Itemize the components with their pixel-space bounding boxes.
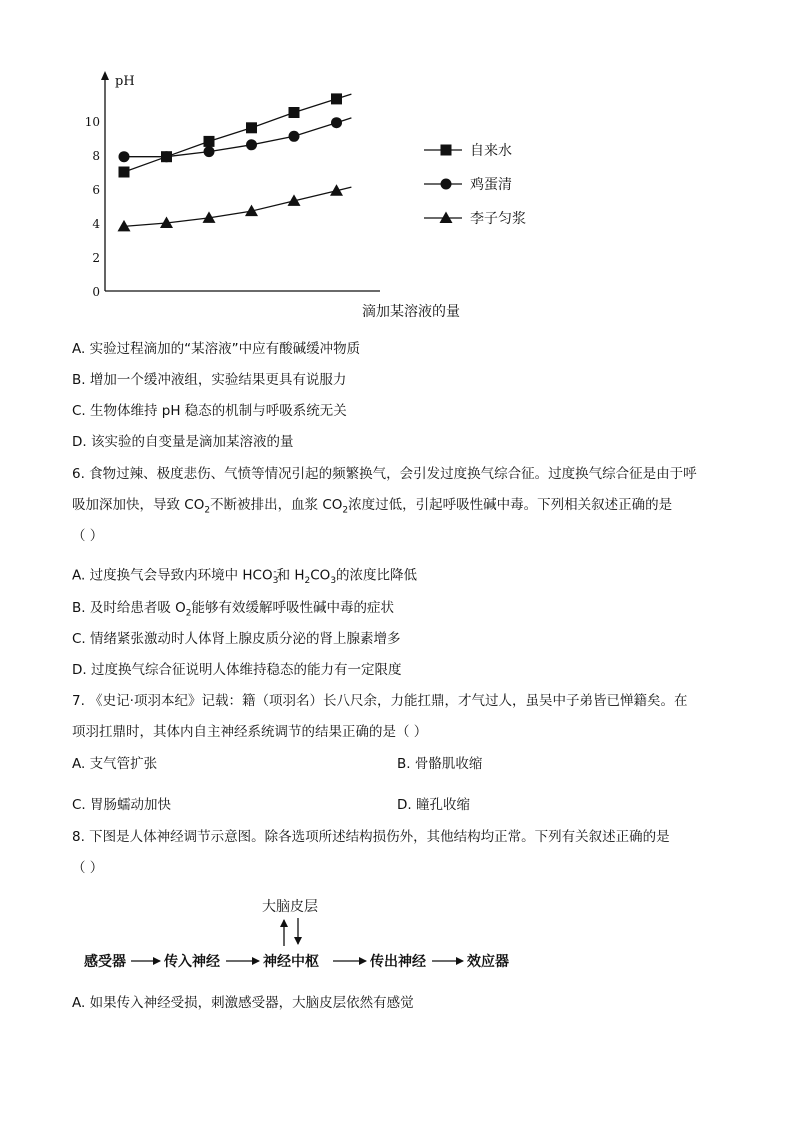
data-point-square [119, 167, 130, 178]
legend-marker-triangle [440, 212, 453, 224]
q8-option-a: A. 如果传入神经受损，刺激感受器，大脑皮层依然有感觉 [72, 995, 414, 1011]
data-point-square [331, 93, 342, 104]
subscript: 2 [304, 576, 311, 587]
q7-option-d: D. 瞳孔收缩 [397, 797, 470, 813]
data-point-circle [204, 146, 215, 157]
q6-option-c: C. 情绪紧张激动时人体肾上腺皮质分泌的肾上腺素增多 [72, 631, 401, 647]
q8-stem-line1: 8. 下图是人体神经调节示意图。除各选项所述结构损伤外，其他结构均正常。下列有关叙述正确的是 [72, 829, 670, 845]
data-point-circle [119, 151, 130, 162]
q6-a-part4: 的浓度比降低 [336, 567, 418, 584]
q6-a-part1: A. 过度换气会导致内环境中 HCO [72, 567, 273, 584]
data-point-circle [161, 151, 172, 162]
data-point-square [204, 136, 215, 147]
q7-stem-line1: 7. 《史记·项羽本纪》记载：籍（项羽名）长八尺余，力能扛鼎，才气过人，虽吴中子弟皆已惮籍矣。在 [72, 693, 688, 709]
chart-axes [85, 71, 460, 320]
data-point-square [246, 122, 257, 133]
q6-b-part1: B. 及时给患者吸 O [72, 600, 186, 616]
series-line-0 [124, 94, 351, 172]
q7-option-a: A. 支气管扩张 [72, 756, 158, 772]
legend-label-2: 李子匀浆 [470, 211, 526, 227]
chart-legend [424, 142, 526, 227]
q7-option-c: C. 胃肠蠕动加快 [72, 797, 172, 813]
q6-a-part2: 和 H [276, 567, 305, 584]
diagram-node-afferent: 传入神经 [164, 954, 220, 970]
y-tick-label: 2 [92, 251, 100, 265]
subscript: 2 [342, 505, 349, 516]
q8-paren: （ ） [72, 860, 104, 876]
q5-option-d: D. 该实验的自变量是滴加某溶液的量 [72, 434, 294, 450]
y-tick-label: 6 [92, 183, 100, 197]
diagram-node-center: 神经中枢 [263, 954, 319, 970]
diagram-node-effector: 效应器 [467, 954, 509, 970]
legend-label-1: 鸡蛋清 [470, 177, 512, 193]
q6-option-d: D. 过度换气综合征说明人体维持稳态的能力有一定限度 [72, 662, 402, 678]
diagram-node-efferent: 传出神经 [370, 954, 426, 970]
legend-marker-circle [441, 179, 452, 190]
y-tick-label: 8 [92, 149, 100, 163]
subscript: 3 [272, 576, 279, 587]
q5-option-b: B. 增加一个缓冲液组，实验结果更具有说服力 [72, 372, 347, 388]
q7-option-b: B. 骨骼肌收缩 [397, 756, 483, 772]
subscript: 2 [204, 505, 211, 516]
data-point-circle [289, 131, 300, 142]
q6-paren: （ ） [72, 528, 104, 544]
q6-stem-part1: 吸加深加快，导致 CO [72, 497, 205, 513]
q6-a-part3: CO [310, 567, 331, 584]
q6-stem-line2 [72, 496, 672, 520]
series-line-2 [124, 187, 351, 226]
x-axis-label: 滴加某溶液的量 [362, 304, 460, 320]
q7-stem-line2: 项羽扛鼎时，其体内自主神经系统调节的结果正确的是（ ） [72, 724, 428, 740]
diagram-node-receptor: 感受器 [84, 954, 126, 970]
y-tick-label: 0 [92, 285, 100, 299]
series-line-1 [124, 118, 351, 157]
q6-option-b [72, 599, 394, 623]
data-point-circle [331, 117, 342, 128]
q6-stem-line1: 6. 食物过辣、极度悲伤、气愤等情况引起的频繁换气，会引发过度换气综合征。过度换气综合征是由于呼 [72, 466, 697, 482]
y-axis-label: pH [115, 74, 135, 89]
y-tick-label: 4 [92, 217, 100, 231]
q6-stem-part3: 浓度过低，引起呼吸性碱中毒。下列相关叙述正确的是 [348, 497, 673, 513]
diagram-cerebral-cortex: 大脑皮层 [262, 899, 318, 915]
y-axis-arrow [101, 71, 109, 80]
q6-option-a [72, 563, 417, 590]
ph-line-chart [0, 0, 560, 330]
data-point-square [289, 107, 300, 118]
q6-b-part2: 能够有效缓解呼吸性碱中毒的症状 [191, 600, 394, 616]
q5-option-c: C. 生物体维持 pH 稳态的机制与呼吸系统无关 [72, 403, 347, 419]
legend-marker-square [441, 145, 452, 156]
data-point-circle [246, 139, 257, 150]
subscript: 2 [185, 608, 192, 619]
q5-option-a: A. 实验过程滴加的“某溶液”中应有酸碱缓冲物质 [72, 341, 361, 357]
superscript: - [273, 567, 277, 577]
chart-series [118, 93, 352, 231]
subscript: 3 [330, 576, 337, 587]
q6-stem-part2: 不断被排出，血浆 CO [210, 497, 343, 513]
y-tick-label: 10 [84, 115, 100, 129]
legend-label-0: 自来水 [470, 143, 512, 159]
